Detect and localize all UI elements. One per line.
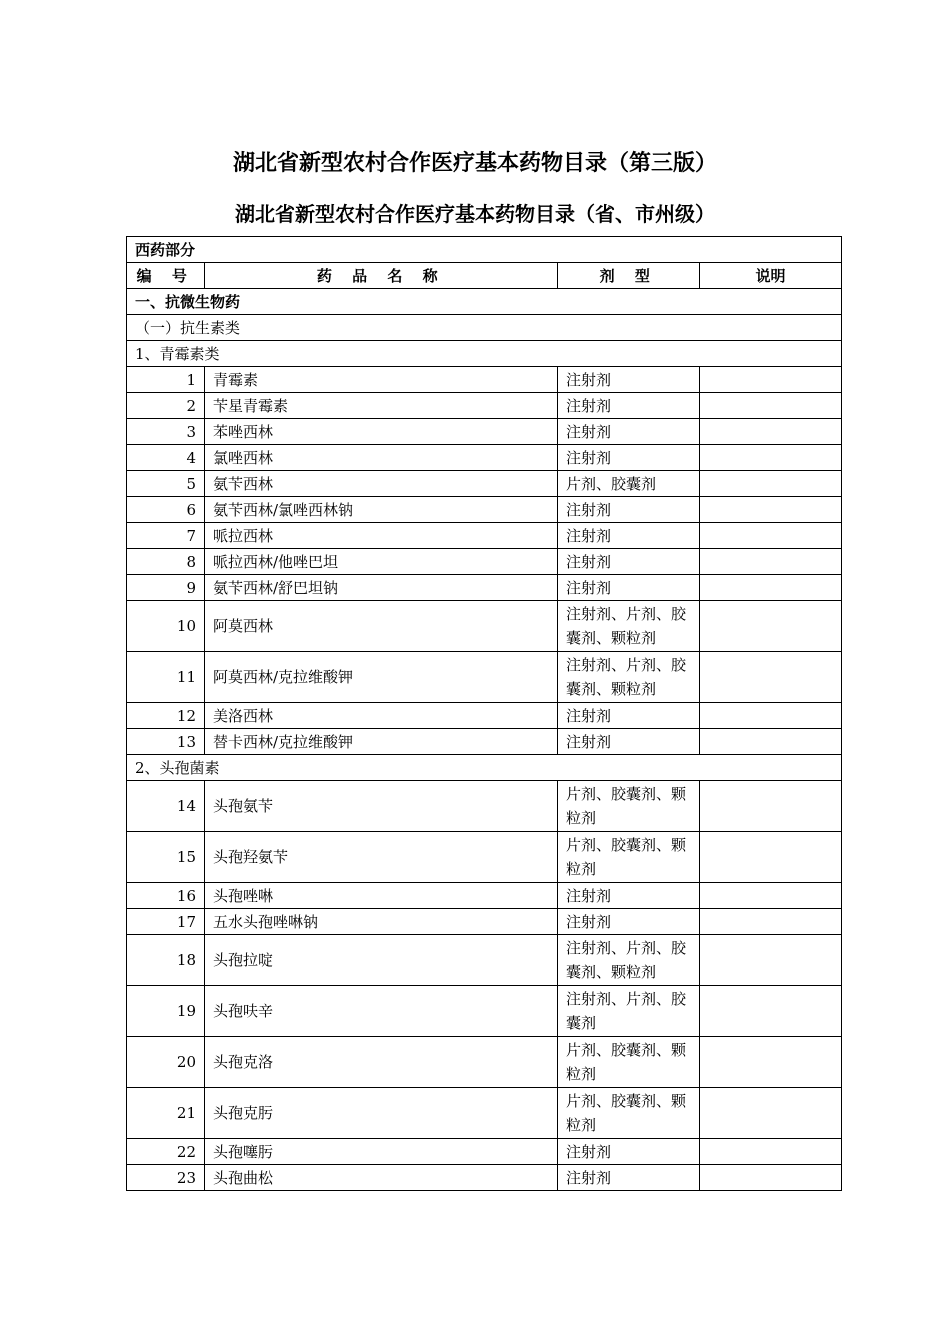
table-row bbox=[127, 883, 842, 909]
dosage-form: 注射剂 bbox=[558, 703, 700, 729]
header-number: 编 号 bbox=[127, 263, 205, 289]
drug-name: 阿莫西林/克拉维酸钾 bbox=[205, 652, 558, 703]
drug-number: 21 bbox=[127, 1088, 205, 1139]
dosage-form: 注射剂 bbox=[558, 1165, 700, 1191]
drug-note bbox=[700, 703, 842, 729]
dosage-form: 注射剂 bbox=[558, 393, 700, 419]
drug-number: 14 bbox=[127, 781, 205, 832]
drug-note bbox=[700, 832, 842, 883]
table-row bbox=[127, 1165, 842, 1191]
dosage-form: 注射剂 bbox=[558, 419, 700, 445]
dosage-form: 注射剂 bbox=[558, 445, 700, 471]
drug-name: 青霉素 bbox=[205, 367, 558, 393]
drug-number: 20 bbox=[127, 1037, 205, 1088]
dosage-form: 注射剂 bbox=[558, 367, 700, 393]
dosage-form: 片剂、胶囊剂、颗粒剂 bbox=[558, 1088, 700, 1139]
dosage-form: 注射剂 bbox=[558, 909, 700, 935]
drug-note bbox=[700, 497, 842, 523]
dosage-form: 片剂、胶囊剂、颗粒剂 bbox=[558, 832, 700, 883]
drug-name: 头孢羟氨苄 bbox=[205, 832, 558, 883]
drug-name: 哌拉西林/他唑巴坦 bbox=[205, 549, 558, 575]
table-row bbox=[127, 652, 842, 703]
subcategory-row bbox=[127, 315, 842, 341]
drug-name: 头孢呋辛 bbox=[205, 986, 558, 1037]
dosage-form: 注射剂、片剂、胶囊剂 bbox=[558, 986, 700, 1037]
table-row bbox=[127, 729, 842, 755]
dosage-form: 片剂、胶囊剂、颗粒剂 bbox=[558, 1037, 700, 1088]
header-note: 说明 bbox=[700, 263, 842, 289]
category-row bbox=[127, 289, 842, 315]
drug-number: 4 bbox=[127, 445, 205, 471]
drug-number: 2 bbox=[127, 393, 205, 419]
table-row bbox=[127, 832, 842, 883]
drug-note bbox=[700, 1165, 842, 1191]
drug-name: 苯唑西林 bbox=[205, 419, 558, 445]
drug-name: 五水头孢唑啉钠 bbox=[205, 909, 558, 935]
table-row bbox=[127, 909, 842, 935]
header-drug-name: 药 品 名 称 bbox=[205, 263, 558, 289]
document-title: 湖北省新型农村合作医疗基本药物目录（第三版） bbox=[232, 151, 717, 176]
drug-note bbox=[700, 986, 842, 1037]
header-row bbox=[127, 263, 842, 289]
table-row bbox=[127, 935, 842, 986]
drug-number: 12 bbox=[127, 703, 205, 729]
drug-name: 头孢拉啶 bbox=[205, 935, 558, 986]
drug-number: 18 bbox=[127, 935, 205, 986]
dosage-form: 注射剂 bbox=[558, 497, 700, 523]
dosage-form: 片剂、胶囊剂、颗粒剂 bbox=[558, 781, 700, 832]
dosage-form: 注射剂、片剂、胶囊剂、颗粒剂 bbox=[558, 601, 700, 652]
drug-name: 头孢氨苄 bbox=[205, 781, 558, 832]
dosage-form: 注射剂 bbox=[558, 1139, 700, 1165]
drug-number: 19 bbox=[127, 986, 205, 1037]
drug-name: 头孢唑啉 bbox=[205, 883, 558, 909]
drug-note bbox=[700, 575, 842, 601]
table-row bbox=[127, 986, 842, 1037]
category-label: 一、抗微生物药 bbox=[127, 289, 842, 315]
dosage-form: 注射剂 bbox=[558, 575, 700, 601]
drug-name: 苄星青霉素 bbox=[205, 393, 558, 419]
table-row bbox=[127, 497, 842, 523]
drug-name: 氨苄西林/氯唑西林钠 bbox=[205, 497, 558, 523]
drug-name: 氨苄西林 bbox=[205, 471, 558, 497]
table-row bbox=[127, 367, 842, 393]
drug-name: 头孢克洛 bbox=[205, 1037, 558, 1088]
drug-note bbox=[700, 367, 842, 393]
table-row bbox=[127, 601, 842, 652]
drug-note bbox=[700, 1037, 842, 1088]
drug-name: 氨苄西林/舒巴坦钠 bbox=[205, 575, 558, 601]
drug-note bbox=[700, 1139, 842, 1165]
dosage-form: 注射剂 bbox=[558, 549, 700, 575]
subcategory-label: （一）抗生素类 bbox=[127, 315, 842, 341]
table-row bbox=[127, 393, 842, 419]
drug-name: 美洛西林 bbox=[205, 703, 558, 729]
drug-name: 哌拉西林 bbox=[205, 523, 558, 549]
table-row bbox=[127, 445, 842, 471]
group-row bbox=[127, 341, 842, 367]
drug-note bbox=[700, 1088, 842, 1139]
section-row bbox=[127, 237, 842, 263]
drug-name: 头孢曲松 bbox=[205, 1165, 558, 1191]
table-row bbox=[127, 575, 842, 601]
document-subtitle: 湖北省新型农村合作医疗基本药物目录（省、市州级） bbox=[235, 202, 715, 226]
group-label: 1、青霉素类 bbox=[127, 341, 842, 367]
drug-number: 15 bbox=[127, 832, 205, 883]
table-row bbox=[127, 419, 842, 445]
table-row bbox=[127, 703, 842, 729]
drug-note bbox=[700, 601, 842, 652]
group-row bbox=[127, 755, 842, 781]
table-row bbox=[127, 523, 842, 549]
header-dosage-form: 剂 型 bbox=[558, 263, 700, 289]
dosage-form: 注射剂、片剂、胶囊剂、颗粒剂 bbox=[558, 935, 700, 986]
drug-note bbox=[700, 935, 842, 986]
table-row bbox=[127, 781, 842, 832]
drug-number: 5 bbox=[127, 471, 205, 497]
drug-number: 22 bbox=[127, 1139, 205, 1165]
drug-note bbox=[700, 471, 842, 497]
drug-name: 替卡西林/克拉维酸钾 bbox=[205, 729, 558, 755]
table-row bbox=[127, 1088, 842, 1139]
drug-number: 11 bbox=[127, 652, 205, 703]
drug-catalog-table bbox=[126, 236, 842, 1191]
table-row bbox=[127, 1139, 842, 1165]
drug-note bbox=[700, 652, 842, 703]
drug-number: 13 bbox=[127, 729, 205, 755]
drug-number: 1 bbox=[127, 367, 205, 393]
drug-note bbox=[700, 883, 842, 909]
drug-number: 6 bbox=[127, 497, 205, 523]
drug-number: 8 bbox=[127, 549, 205, 575]
dosage-form: 注射剂 bbox=[558, 523, 700, 549]
drug-note bbox=[700, 523, 842, 549]
drug-note bbox=[700, 909, 842, 935]
drug-number: 23 bbox=[127, 1165, 205, 1191]
drug-note bbox=[700, 729, 842, 755]
drug-name: 头孢噻肟 bbox=[205, 1139, 558, 1165]
drug-note bbox=[700, 393, 842, 419]
drug-number: 7 bbox=[127, 523, 205, 549]
drug-name: 阿莫西林 bbox=[205, 601, 558, 652]
dosage-form: 注射剂、片剂、胶囊剂、颗粒剂 bbox=[558, 652, 700, 703]
table-row bbox=[127, 471, 842, 497]
drug-number: 10 bbox=[127, 601, 205, 652]
drug-number: 17 bbox=[127, 909, 205, 935]
table-row bbox=[127, 549, 842, 575]
drug-name: 氯唑西林 bbox=[205, 445, 558, 471]
dosage-form: 片剂、胶囊剂 bbox=[558, 471, 700, 497]
drug-number: 9 bbox=[127, 575, 205, 601]
drug-number: 3 bbox=[127, 419, 205, 445]
drug-note bbox=[700, 419, 842, 445]
drug-note bbox=[700, 445, 842, 471]
drug-name: 头孢克肟 bbox=[205, 1088, 558, 1139]
drug-number: 16 bbox=[127, 883, 205, 909]
section-label: 西药部分 bbox=[127, 237, 842, 263]
drug-note bbox=[700, 549, 842, 575]
group-label: 2、头孢菌素 bbox=[127, 755, 842, 781]
dosage-form: 注射剂 bbox=[558, 883, 700, 909]
dosage-form: 注射剂 bbox=[558, 729, 700, 755]
table-row bbox=[127, 1037, 842, 1088]
drug-note bbox=[700, 781, 842, 832]
